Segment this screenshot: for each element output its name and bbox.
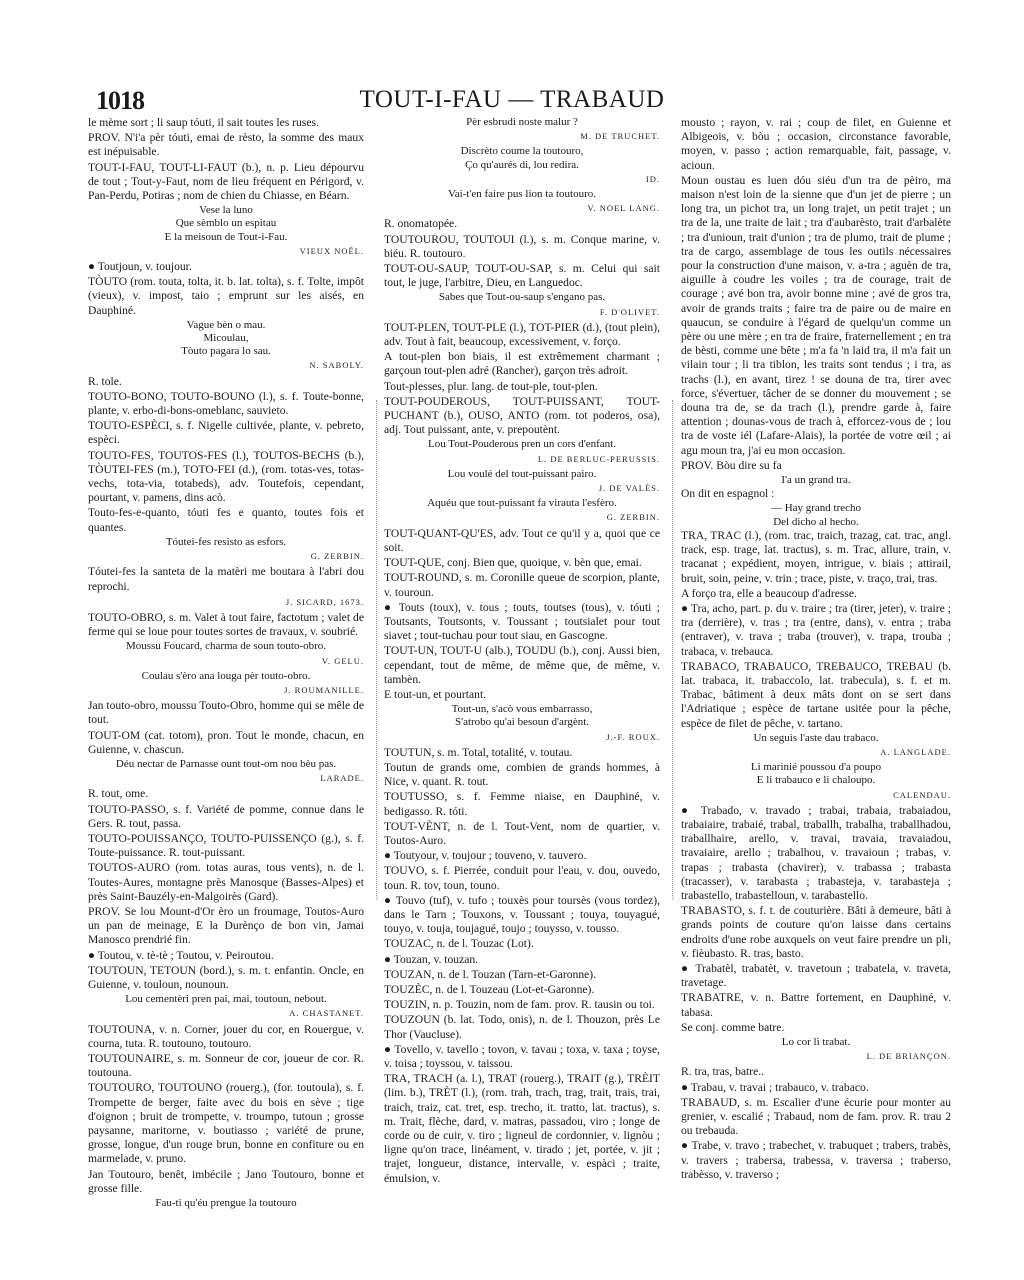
quote-source: G. ZERBIN. xyxy=(310,551,364,562)
column-1 xyxy=(88,116,364,1266)
dictionary-entry: TOUT-VÈNT, n. de l. Tout-Vent, nom de quartier, v. Toutos-Auro. xyxy=(384,819,660,847)
quotation-line: Lou voulé del tout-puissant pairo. xyxy=(447,467,597,480)
dictionary-entry: TOUT-QUANT-QU'ES, adv. Tout ce qu'il y a, quoi que ce soit. xyxy=(384,526,660,554)
quotation-line: Micoulau, xyxy=(203,332,249,345)
dictionary-entry: TRA, TRACH (a. l.), TRAT (rouerg.), TRAIT (g.), TRÈIT (lim. b.), TRÈT (l.), (rom. trah, trach, trag, trait, trais, trai, traich, traiz, cat. tret, esp. trecho, it. tratto, lat. tractus), s. m. Trait, flèche, dard, v. matras, passadou, viro ; longe de corde ou de cuir, v. tiro ; ligneul de cordonnier, v. lignòu ; ligne qu'on trace, linéament, v. tirado ; jet, portée, v. jit ; trajet, longueur, distance, intervalle, v. espàci ; traite, émulsion, v. xyxy=(384,1072,660,1185)
quote-source: VIEUX NOËL. xyxy=(299,245,364,256)
dictionary-entry: Toutun de grands ome, combien de grands hommes, à Nice, v. quant. R. tout. xyxy=(384,760,660,789)
quote-source: J.-F. ROUX. xyxy=(606,731,660,742)
quotation-line: Déu nectar de Parnasse ount tout-om nou bèu pas. xyxy=(115,757,337,770)
quote-source: M. DE TRUCHET. xyxy=(580,131,660,142)
quotation-line: — Hay grand trecho xyxy=(770,502,862,515)
quote-source: V. GELU. xyxy=(321,655,364,666)
column-3 xyxy=(681,116,951,1266)
dictionary-entry: TOUZAN, n. de l. Touzan (Tarn-et-Garonne). xyxy=(384,967,597,981)
dictionary-entry: TOUTO-ESPÈCI, s. f. Nigelle cultivée, plante, v. pebreto, espèci. xyxy=(88,419,364,447)
quotation-line: Moussu Foucard, charma de soun touto-obro. xyxy=(125,640,327,653)
dictionary-entry: TRABACO, TRABAUCO, TREBAUCO, TREBAU (b. lat. trabaca, it. trabaccolo, lat. trabecula), s. f. et m. Trabac, bâtiment à deux mâts dont on se sert dans l'Adriatique ; espèce de tartane usitée pour la pêche, espèce de filet de pêche, v. tartano. xyxy=(681,659,951,730)
dictionary-entry: R. onomatopée. xyxy=(384,217,458,231)
quote-source: V. NOEL LANG. xyxy=(587,203,660,214)
dictionary-entry: TOUT-OU-SAUP, TOUT-OU-SAP, s. m. Celui qui sait tout, le juge, l'arbitre, Dieu, en Languedoc. xyxy=(384,262,660,290)
dictionary-entry: TOUZIN, n. p. Touzin, nom de fam. prov. R. tausin ou toi. xyxy=(384,998,655,1012)
dictionary-entry: PROV. Se lou Mount-d'Or èro un froumage, Toutos-Auro un pan de meinage, E la Durènço de bon vin, Jamai Manosco prendrié fin. xyxy=(88,904,364,947)
quotation-line: S'atrobo qu'ai besoun d'argènt. xyxy=(454,716,590,729)
dictionary-entry: ● Touvo (tuf), v. tufo ; touxès pour toursès (vous tordez), dans le Tarn ; Touxons, v. Toussant ; touya, touyagué, touyo, v. touja, toujagué, toujo ; touysso, v. tousso. xyxy=(384,893,660,936)
quotation-line: I'a un grand tra. xyxy=(781,474,851,487)
dictionary-entry: TOUT-PLEN, TOUT-PLE (l.), TOT-PIER (d.), (tout plein), adv. Tout à fait, beaucoup, excessivement, v. forço. xyxy=(384,320,660,349)
dictionary-entry: Moun oustau es luen dóu siéu d'un tra de pèiro, ma maison n'est loin de la sienne que d'un jet de pierre ; un long tra, un pichot tra, un long trajet, un petit trajet ; un tra de la, une traite de lait ; tra d'aubarèsto, trait d'arbalète ; tra d'unioun, trait d'union ; tra de plumo, trait de plume ; tra de cargo, assemblage de tous les outils nécessaires pour la construction d'une maison, v. a-tra ; aguèn de tra, aiguille à coudre les voiles ; tra de courage, trait de courage ; avé bon tra, avoir bonne mine ; avé de gros tra, avoir de grands traits ; faire tra de paire ou de maire en quaucun, se conduire à l'égard de quelqu'un comme un père ou une mère ; en tra de fraire, fraternellement ; en tra de bèsti, comme une bête ; m'a fa 'n laid tra, il m'a fait un vilain tour ; li tra tiblon, les traits sont tendus ; i tra, as trachs (l.), en avant, tirez ! se douna de tra, tirer avec force, s'évertuer, tâcher de se donner du mouvement ; se douna tra de, se da trach (l.), prendre garde à, faire attention ; dounas-vous de trach à, efforcez-vous de ; lou tra de voste iél (Lafare-Alais), la portée de votre œil ; ai agu moun tra, j'ai eu mon occasion. xyxy=(681,173,951,457)
dictionary-entry: TOUTOUN, TETOUN (bord.), s. m. t. enfantin. Oncle, en Guienne, v. touloun, nounoun. xyxy=(88,963,364,991)
dictionary-entry: A tout-plen bon biais, il est extrêmement charmant ; garçoun tout-plen adré (Rancher), garçon très adroit. xyxy=(384,350,660,378)
quotation-line: Vai-t'en faire pus lion ta toutouro. xyxy=(447,188,596,201)
dictionary-entry: TOUT-UN, TOUT-U (alb.), TOUDU (b.), conj. Aussi bien, cependant, tout de même, de même que, de même, v. tambèn. xyxy=(384,644,660,686)
dictionary-entry: ● Toutyour, v. toujour ; touveno, v. tauvero. xyxy=(384,849,587,863)
dictionary-entry: TOUTOS-AURO (rom. totas auras, tous vents), n. de l. Toutes-Aures, montagne près Manosque (Basses-Alpes) et près Saint-Bauzély-en-Malgoirès (Gard). xyxy=(88,861,364,903)
quotation-line: E li trabauco e li chaloupo. xyxy=(756,774,876,787)
dictionary-entry: TRA, TRAC (l.), (rom. trac, traich, trazag, cat. trac, angl. track, esp. trage, lat. tractus), s. m. Trac, allure, train, v. tracanat ; expédient, moyen, intrigue, v. biais ; attirail, bruit, soin, peine, v. trin ; trace, piste, v. traço, trai, tras. xyxy=(681,528,951,585)
quote-source: J. DE VALÈS. xyxy=(598,483,660,494)
dictionary-entry: TOUTO-BONO, TOUTO-BOUNO (l.), s. f. Toute-bonne, plante, v. erbo-di-bons-omeblanc, sauvieto. xyxy=(88,389,364,418)
dictionary-entry: ● Trabado, v. travado ; trabai, trabaia, trabaiadou, trabaiaire, trabaié, trabal, traballh, trabalha, traballhadou, traballhaire, arello, v. travai, travaia, travaiadou, travaiaire, arello ; trabalhou, v. travaioun ; trabas, v. trapas ; trabasta (chavirer), v. trabassa ; trabasta (tracasser), v. tarabasta ; trabasteja, v. tarabasteja ; trabastello, trabastelloun, v. tarabastello. xyxy=(681,803,951,902)
dictionary-entry: TÒUTO (rom. touta, tolta, it. b. lat. tolta), s. f. Tolte, impôt (vieux), v. impost, taio ; emprunt sur les aisés, en Dauphiné. xyxy=(88,275,364,317)
dictionary-entry: E tout-un, et pourtant. xyxy=(384,687,487,701)
dictionary-entry: TOUTO-FES, TOUTOS-FES (l.), TOUTOS-BECHS (b.), TÒUTEI-FES (m.), TOTO-FEI (d.), (rom. totas-ves, totas-vechs, tota-via, totabeds), adv. Toutefois, cependant, pourtant, v. pamens, dins acò. xyxy=(88,448,364,505)
dictionary-entry: TOUTUN, s. m. Total, totalité, v. toutau. xyxy=(384,745,573,759)
dictionary-entry: mousto ; rayon, v. rai ; coup de filet, en Guienne et Albigeois, v. bòu ; occasion, circonstance favorable, moyen, v. passo ; action remarquable, fait, passage, v. acioun. xyxy=(681,116,951,172)
dictionary-entry: TOUT-QUE, conj. Bien que, quoique, v. bèn que, emai. xyxy=(384,556,642,570)
quotation-line: Lo cor li trabat. xyxy=(781,1036,851,1048)
dictionary-entry: ● Trabe, v. travo ; trabechet, v. trabuquet ; trabers, trabès, v. travers ; trabersa, trabessa, v. traversa ; traberso, trabèsso, v. traverso ; xyxy=(681,1139,951,1181)
quote-source: L. DE BRIANÇON. xyxy=(866,1051,951,1062)
quote-source: J. SICARD, 1673. xyxy=(285,596,364,607)
dictionary-entry: TOUZOUN (b. lat. Todo, onis), n. de l. Thouzon, près Le Thor (Vaucluse). xyxy=(384,1013,660,1041)
dictionary-entry: TOUT-OM (cat. totom), pron. Tout le monde, chacun, en Guienne, v. chascun. xyxy=(88,728,364,756)
quotation-line: Vese la luno xyxy=(199,204,253,217)
dictionary-entry: R. tout, ome. xyxy=(88,787,149,801)
dictionary-entry: Tóutei-fes la santeta de la matèri me boutara à l'abri dou reprochi. xyxy=(88,565,364,593)
dictionary-entry: ● Tra, acho, part. p. du v. traire ; tra (tirer, jeter), v. traire ; tra (derrière), v. tras ; tra (entre, dans), v. entra ; traba (entraver), v. trava ; traba (trouver), v. trapa, trouba ; trabaca, v. trebauca. xyxy=(681,601,951,658)
quotation-line: E la meisoun de Tout-i-Fau. xyxy=(164,230,288,243)
quote-source: A. CHASTANET. xyxy=(289,1008,364,1019)
dictionary-entry: PROV. Bòu dire su fa xyxy=(681,458,782,472)
quotation-line: Coulau s'èro ana louga pèr touto-obro. xyxy=(141,669,311,682)
page-number: 1018 xyxy=(96,86,144,115)
quotation-line: Que sèmblo un espitau xyxy=(175,217,277,230)
dictionary-entry: TOUZÈC, n. de l. Touzeau (Lot-et-Garonne). xyxy=(384,982,595,996)
quote-source: ID. xyxy=(645,173,660,184)
quote-source: G. ZERBIN. xyxy=(606,512,660,523)
quotation-line: Vague bèn o mau. xyxy=(186,318,266,331)
dictionary-entry: Se conj. comme batre. xyxy=(681,1020,785,1034)
quote-source: F. D'OLIVET. xyxy=(599,306,660,317)
dictionary-entry: R. tra, tras, batre.. xyxy=(681,1065,765,1079)
dictionary-entry: R. tole. xyxy=(88,374,122,388)
dictionary-entry: TOUTOUNAIRE, s. m. Sonneur de cor, joueur de cor. R. toutouna. xyxy=(88,1052,364,1080)
dictionary-entry: TOUTOUNA, v. n. Corner, jouer du cor, en Rouergue, v. courna, tuta. R. toutouno, toutouro. xyxy=(88,1022,364,1050)
quotation-line: Tóutei-fes resisto as esfors. xyxy=(165,535,287,548)
quotation-line: Del dicho al hecho. xyxy=(773,515,859,528)
dictionary-entry: ● Toutjoun, v. toujour. xyxy=(88,260,192,274)
quotation-line: Tòuto pagara lo sau. xyxy=(181,345,271,358)
quotation-line: Sabes que Tout-ou-saup s'engano pas. xyxy=(438,291,606,304)
dictionary-entry: Tout-plesses, plur. lang. de tout-ple, tout-plen. xyxy=(384,379,598,393)
dictionary-entry: ● Touts (toux), v. tous ; touts, toutses (tous), v. tóuti ; Toutsants, Toutsonts, v. Toussant ; toutsialet pour tout siavet ; tout-tuchau pour tout siau, en Gascogne. xyxy=(384,600,660,643)
dictionary-entry: TOUT-ROUND, s. m. Coronille queue de scorpion, plante, v. touroun. xyxy=(384,571,660,599)
quote-source: A. LANGLADE. xyxy=(880,746,951,757)
column-divider xyxy=(376,400,378,900)
quotation-line: Aquéu que tout-puissant fa virauta l'esfèro. xyxy=(427,497,617,510)
dictionary-entry: TOUT-POUDEROUS, TOUT-PUISSANT, TOUT-PUCHANT (b.), OUSO, ANTO (rom. tot poderos, osa), adj. Tout puissant, ante, v. prepoutènt. xyxy=(384,394,660,437)
quotation-line: Pèr esbrudi noste malur ? xyxy=(466,116,578,128)
quotation-line: Tout-un, s'acò vous embarrasso, xyxy=(451,703,593,716)
quotation-line: Li marinié poussou d'a poupo xyxy=(750,761,882,774)
quotation-line: Un seguis l'aste dau trabaco. xyxy=(753,731,879,744)
dictionary-entry: Jan touto-obro, moussu Touto-Obro, homme qui se mêle de tout. xyxy=(88,699,364,727)
dictionary-entry: TOUTUSSO, s. f. Femme niaise, en Dauphiné, v. bedigasso. R. tóti. xyxy=(384,790,660,818)
dictionary-entry: TOUTOUROU, TOUTOUI (l.), s. m. Conque marine, v. biéu. R. toutouro. xyxy=(384,232,660,260)
dictionary-entry: TRABAUD, s. m. Escalier d'une écurie pour monter au grenier, v. escalié ; Trabaud, nom de fam. prov. R. trau 2 ou trebauda. xyxy=(681,1095,951,1138)
dictionary-entry: TRABATRE, v. n. Battre fortement, en Dauphiné, v. tabasa. xyxy=(681,991,951,1019)
dictionary-entry: TOUTO-POUISSANÇO, TOUTO-PUISSENÇO (g.), s. f. Toute-puissance. R. tout-puissant. xyxy=(88,831,364,860)
quote-source: CALENDAU. xyxy=(893,789,951,800)
running-head: TOUT-I-FAU — TRABAUD xyxy=(359,86,665,113)
dictionary-entry: On dit en espagnol : xyxy=(681,487,775,501)
dictionary-entry: TOUTOURO, TOUTOUNO (rouerg.), (for. toutoula), s. f. Trompette de berger, faite avec du bois en sève ; tige d'oignon ; bruit de trompette, v. troumpo, tutoun ; grosse paysanne, maritorne, v. boutiasso ; variété de prune, grosse, longue, d'un rouge brun, bonne en confiture ou en marmelade, v. pruno. xyxy=(88,1081,364,1166)
dictionary-entry: TOUVO, s. f. Pierrée, conduit pour l'eau, v. dou, ouvedo, toun. R. tov, toun, touno. xyxy=(384,864,660,892)
dictionary-entry: TOUTO-OBRO, s. m. Valet à tout faire, factotum ; valet de ferme qui se loue pour toutes sortes de travaux, v. soubrié. xyxy=(88,610,364,639)
dictionary-entry: ● Trabau, v. travai ; trabauco, v. trabaco. xyxy=(681,1080,869,1094)
dictionary-entry: A forço tra, elle a beaucoup d'adresse. xyxy=(681,586,857,600)
quotation-line: Lou Tout-Pouderous pren un cors d'enfant. xyxy=(428,438,616,451)
dictionary-entry: ● Touzan, v. touzan. xyxy=(384,952,479,966)
quotation-line: Discrèto coume la toutouro, xyxy=(460,145,584,158)
quote-source: J. ROUMANILLE. xyxy=(284,684,364,695)
dictionary-entry: Touto-fes-e-quanto, tóuti fes e quanto, toutes fois et quantes. xyxy=(88,506,364,534)
column-divider xyxy=(672,400,674,900)
quotation-line: Fau-ti qu'éu prengue la toutouro xyxy=(155,1197,297,1210)
dictionary-entry: TOUZAC, n. de l. Touzac (Lot). xyxy=(384,937,534,951)
dictionary-entry: TOUT-I-FAU, TOUT-LI-FAUT (b.), n. p. Lieu dépourvu de tout ; Tout-y-Faut, nom de lieu fréquent en Périgord, v. Pan-Perdu, Potiras ; nom de chien du Chiasse, en Béarn. xyxy=(88,160,364,203)
quotation-line: Ço qu'aurés di, lou redira. xyxy=(465,158,579,171)
dictionary-entry: Jan Toutouro, benêt, imbécile ; Jano Toutouro, bonne et grosse fille. xyxy=(88,1167,364,1195)
quote-source: N. SABOLY. xyxy=(309,360,364,371)
quote-source: LARADE. xyxy=(320,773,364,784)
dictionary-entry: PROV. N'i'a pèr tóuti, emai de rèsto, la somme des maux est inépuisable. xyxy=(88,131,364,159)
dictionary-entry: TOUTO-PASSO, s. f. Variété de pomme, connue dans le Gers. R. tout, passa. xyxy=(88,802,364,830)
dictionary-entry: ● Tovello, v. tavello ; tovon, v. tavau ; toxa, v. taxa ; toyse, v. toisa ; toyssou, v. taissou. xyxy=(384,1042,660,1070)
dictionary-entry: le mème sort ; li saup tóuti, il sait toutes les ruses. xyxy=(88,116,319,129)
dictionary-entry: TRABASTO, s. f. t. de couturière. Bâti à demeure, bâti à grands points de couture qu'on laisse dans certains endroits d'une robe auxquels on veut faire prendre un pli, v. fièubasto. R. tras, basto. xyxy=(681,904,951,960)
dictionary-entry: ● Trabatèl, trabatèt, v. travetoun ; trabatela, v. traveta, travetage. xyxy=(681,961,951,990)
dictionary-entry: ● Toutou, v. tè-tè ; Toutou, v. Peiroutou. xyxy=(88,948,274,962)
column-2 xyxy=(384,116,660,1266)
quotation-line: Lou cementèri pren pai, mai, toutoun, nebout. xyxy=(125,993,327,1006)
quote-source: L. DE BERLUC-PERUSSIS. xyxy=(537,453,660,464)
